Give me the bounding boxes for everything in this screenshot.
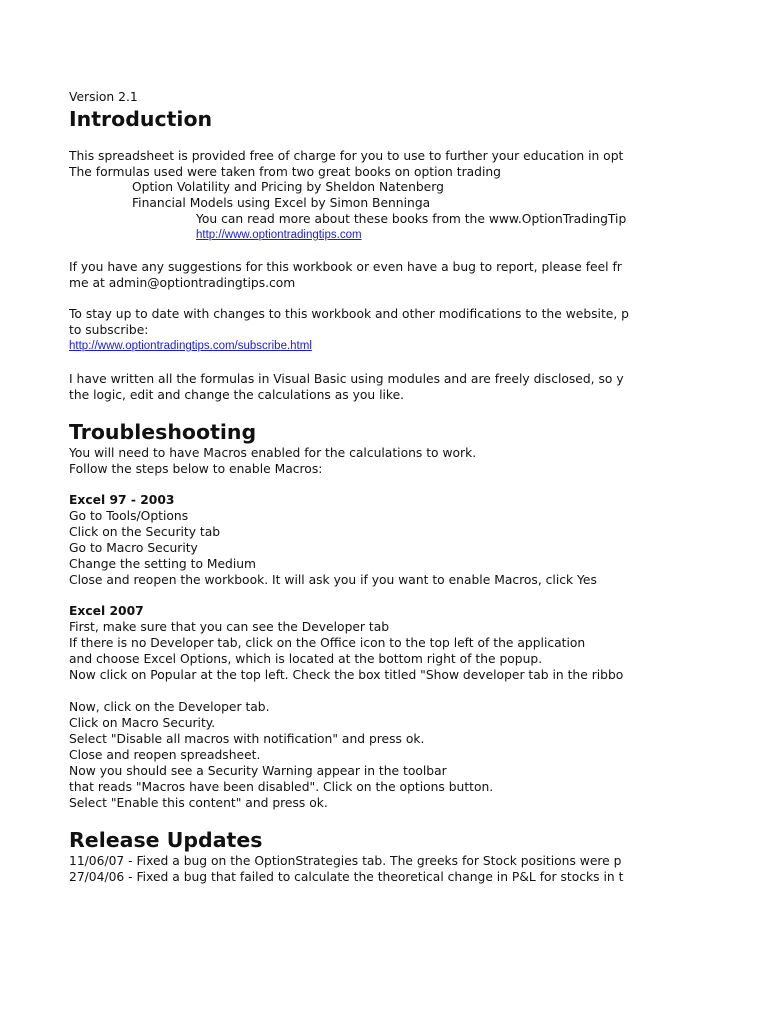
intro-line: The formulas used were taken from two great books on option trading xyxy=(69,165,501,179)
vb-line: the logic, edit and change the calculations as you like. xyxy=(69,388,405,402)
excel97-step: Go to Tools/Options xyxy=(69,509,189,523)
excel97-step: Close and reopen the workbook. It will ask you if you want to enable Macros, click Yes xyxy=(69,573,597,587)
excel97-step: Change the setting to Medium xyxy=(69,557,257,571)
excel2007-step: If there is no Developer tab, click on the Office icon to the top left of the application xyxy=(69,636,586,650)
release-updates-heading: Release Updates xyxy=(69,828,263,852)
excel2007-step: and choose Excel Options, which is located at the bottom right of the popup. xyxy=(69,652,543,666)
suggestion-line: me at admin@optiontradingtips.com xyxy=(69,276,296,290)
excel97-step: Click on the Security tab xyxy=(69,525,221,539)
release-update-item: 11/06/07 - Fixed a bug on the OptionStrategies tab. The greeks for Stock positions were p xyxy=(69,854,622,868)
vb-line: I have written all the formulas in Visual Basic using modules and are freely disclosed, so y xyxy=(69,372,624,386)
excel2007-step: Now click on Popular at the top left. Check the box titled "Show developer tab in the ribbo xyxy=(69,668,624,682)
suggestion-line: If you have any suggestions for this workbook or even have a bug to report, please feel fr xyxy=(69,260,622,274)
optiontradingtips-link[interactable]: http://www.optiontradingtips.com xyxy=(196,229,362,241)
subscribe-link[interactable]: http://www.optiontradingtips.com/subscribe.html xyxy=(69,340,312,352)
excel97-title: Excel 97 - 2003 xyxy=(69,493,175,507)
subscribe-line: to subscribe: xyxy=(69,323,149,337)
excel2007-step: First, make sure that you can see the Developer tab xyxy=(69,620,390,634)
troubleshooting-heading: Troubleshooting xyxy=(69,420,257,444)
book-title: Option Volatility and Pricing by Sheldon Natenberg xyxy=(132,180,444,194)
excel2007-step: Select "Disable all macros with notification" and press ok. xyxy=(69,732,425,746)
excel97-step: Go to Macro Security xyxy=(69,541,198,555)
excel2007-step: Now you should see a Security Warning appear in the toolbar xyxy=(69,764,447,778)
excel2007-step: Close and reopen spreadsheet. xyxy=(69,748,261,762)
excel2007-step: Click on Macro Security. xyxy=(69,716,216,730)
release-update-item: 27/04/06 - Fixed a bug that failed to calculate the theoretical change in P&L for stocks in t xyxy=(69,870,624,884)
intro-line: This spreadsheet is provided free of charge for you to use to further your education in opt xyxy=(69,149,624,163)
introduction-heading: Introduction xyxy=(69,107,213,131)
excel2007-step: Select "Enable this content" and press ok. xyxy=(69,796,328,810)
book-title: Financial Models using Excel by Simon Benninga xyxy=(132,196,431,210)
excel2007-step: that reads "Macros have been disabled". Click on the options button. xyxy=(69,780,494,794)
troubleshooting-line: You will need to have Macros enabled for the calculations to work. xyxy=(69,446,477,460)
excel2007-step: Now, click on the Developer tab. xyxy=(69,700,270,714)
subscribe-line: To stay up to date with changes to this workbook and other modifications to the website, p xyxy=(69,307,629,321)
troubleshooting-line: Follow the steps below to enable Macros: xyxy=(69,462,323,476)
spreadsheet-sheet xyxy=(69,0,640,1024)
excel2007-title: Excel 2007 xyxy=(69,604,144,618)
intro-line: You can read more about these books from the www.OptionTradingTip xyxy=(196,212,627,226)
version-label: Version 2.1 xyxy=(69,90,138,104)
